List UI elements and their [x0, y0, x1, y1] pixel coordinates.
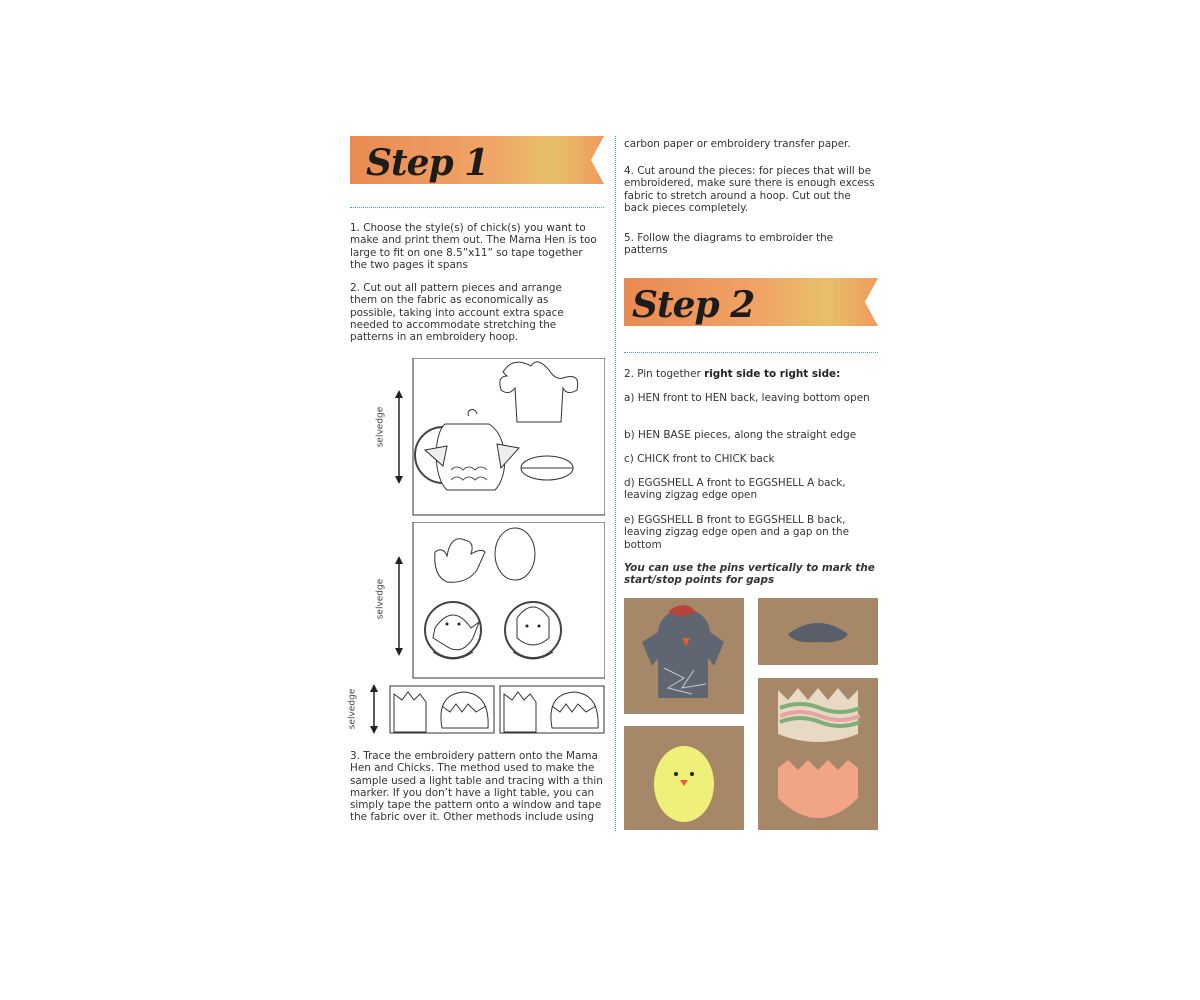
column-divider — [615, 136, 616, 831]
selvedge-label-2: selvedge — [375, 578, 386, 620]
step2-item-b: b) HEN BASE pieces, along the straight edge — [624, 429, 857, 441]
instruction-page — [347, 136, 882, 836]
step2-tip: You can use the pins vertically to mark the start/stop points for gaps — [624, 562, 875, 587]
left-column — [347, 136, 606, 824]
step2-item-d: d) EGGSHELL A front to EGGSHELL A back, leaving zigzag edge open — [624, 477, 846, 502]
step1-underline — [350, 207, 604, 208]
step2-underline — [624, 352, 878, 353]
step1-para2: 2. Cut out all pattern pieces and arrange them on the fabric as economically as possible, taking into account extra space needed to accommodate stretching the patterns in an embroidery hoop. — [350, 282, 564, 344]
hen-layout-diagram — [385, 358, 605, 518]
step2-title: Step 2 — [632, 284, 755, 326]
chick-layout-diagram — [385, 522, 605, 680]
step2-section — [624, 278, 880, 353]
photo-hen — [624, 598, 744, 714]
step1-title: Step 1 — [366, 142, 489, 184]
step1-para5: 5. Follow the diagrams to embroider the patterns — [624, 232, 834, 257]
step1-banner — [350, 136, 606, 184]
step2-banner — [624, 278, 880, 326]
step2-item-a: a) HEN front to HEN back, leaving bottom open — [624, 392, 870, 404]
photo-eggshells — [758, 678, 878, 830]
photo-hen-base — [758, 598, 878, 665]
step2-item-e: e) EGGSHELL B front to EGGSHELL B back, leaving zigzag edge open and a gap on the bottom — [624, 514, 850, 551]
para-continued: carbon paper or embroidery transfer paper. — [624, 138, 851, 150]
step2-item-c: c) CHICK front to CHICK back — [624, 453, 775, 465]
eggshell-layout-diagram — [358, 684, 608, 736]
step1-para3: 3. Trace the embroidery pattern onto the Mama Hen and Chicks. The method used to make the sample used a light table and tracing with a thin marker. If you don’t have a light table, you can simply tape the pattern onto a window and tape the fabric over it. Other methods include using — [350, 750, 603, 824]
step2-intro: 2. Pin together right side to right side: — [624, 368, 841, 380]
step1-para4: 4. Cut around the pieces: for pieces that will be embroidered, make sure there is enough excess fabric to stretch around a hoop. Cut out the back pieces completely. — [624, 165, 875, 214]
selvedge-label-3: selvedge — [347, 688, 358, 730]
selvedge-label-1: selvedge — [375, 406, 386, 448]
photo-chick — [624, 726, 744, 830]
step1-para1: 1. Choose the style(s) of chick(s) you want to make and print them out. The Mama Hen is too large to fit on one 8.5”x11” so tape together the two pages it spans — [350, 222, 597, 271]
